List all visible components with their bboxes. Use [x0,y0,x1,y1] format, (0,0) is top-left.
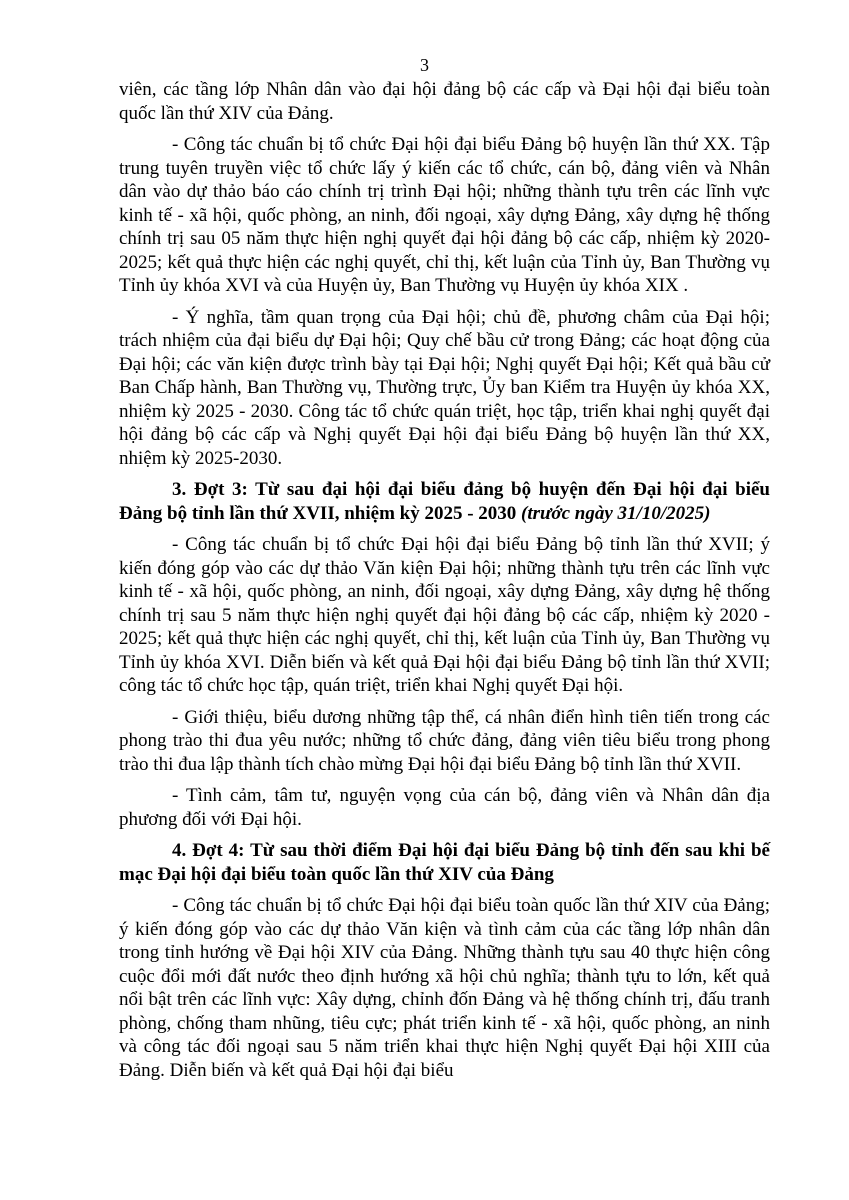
paragraph-provincial-congress-preparation: - Công tác chuẩn bị tổ chức Đại hội đại biểu Đảng bộ tỉnh lần thứ XVII; ý kiến đóng góp vào các dự thảo Văn kiện Đại hội; những thành tựu trên các lĩnh vực kinh tế - xã hội, quốc phòng, an ninh, đối ngoại, xây dựng Đảng, xây dựng hệ thống chính trị sau 5 năm thực hiện nghị quyết đại hội đảng bộ các cấp, nhiệm kỳ 2020 - 2025; kết quả thực hiện các nghị quyết, chỉ thị, kết luận của Tỉnh ủy, Ban Thường vụ Tỉnh ủy khóa XVI. Diễn biến và kết quả Đại hội đại biểu Đảng bộ tỉnh lần thứ XVII; công tác tổ chức học tập, quán triệt, triển khai Nghị quyết Đại hội. [119,534,770,696]
paragraph-exemplary-collectives: - Giới thiệu, biểu dương những tập thể, cá nhân điển hình tiên tiến trong các phong trào thi đua yêu nước; những tổ chức đảng, đảng viên tiêu biểu trong phong trào thi đua lập thành tích chào mừng Đại hội đại biểu Đảng bộ tỉnh lần thứ XVII. [119,706,770,775]
paragraph-national-congress-preparation: - Công tác chuẩn bị tổ chức Đại hội đại biểu toàn quốc lần thứ XIV của Đảng; ý kiến đóng góp vào các dự thảo Văn kiện và tình cảm của các tầng lớp nhân dân trong tỉnh hướng về Đại hội XIV của Đảng. Những thành tựu sau 40 thực hiện công cuộc đổi mới đất nước theo định hướng xã hội chủ nghĩa; thành tựu to lớn, kết quả nổi bật trên các lĩnh vực: Xây dựng, chỉnh đốn Đảng và hệ thống chính trị, đấu tranh phòng, chống tham nhũng, tiêu cực; phát triển kinh tế - xã hội, quốc phòng, an ninh và công tác đối ngoại sau 5 năm triển khai thực hiện Nghị quyết Đại hội XIII của Đảng. Diễn biến và kết quả Đại hội đại biểu [119,895,770,1081]
document-body [119,78,770,1082]
paragraph-sentiments: - Tình cảm, tâm tư, nguyện vọng của cán bộ, đảng viên và Nhân dân địa phương đối với Đại hội. [119,785,770,830]
paragraph-congress-significance: - Ý nghĩa, tầm quan trọng của Đại hội; chủ đề, phương châm của Đại hội; trách nhiệm của đại biểu dự Đại hội; Quy chế bầu cử trong Đảng; các hoạt động của Đại hội; các văn kiện được trình bày tại Đại hội; Nghị quyết Đại hội; Kết quả bầu cử Ban Chấp hành, Ban Thường vụ, Thường trực, Ủy ban Kiểm tra Huyện ủy khóa XX, nhiệm kỳ 2025 - 2030. Công tác tổ chức quán triệt, học tập, triển khai nghị quyết đại hội đảng bộ các cấp và Nghị quyết Đại hội đại biểu Đảng bộ huyện lần thứ XX, nhiệm kỳ 2025-2030. [119,306,770,469]
paragraph-district-congress-preparation: - Công tác chuẩn bị tổ chức Đại hội đại biểu Đảng bộ huyện lần thứ XX. Tập trung tuyên truyền việc tổ chức lấy ý kiến các tổ chức, cán bộ, đảng viên và Nhân dân vào dự thảo báo cáo chính trị trình Đại hội; những thành tựu trên các lĩnh vực kinh tế - xã hội, quốc phòng, an ninh, đối ngoại, xây dựng Đảng, xây dựng hệ thống chính trị sau 05 năm thực hiện nghị quyết đại hội đảng bộ các cấp, nhiệm kỳ 2020-2025; kết quả thực hiện các nghị quyết, chỉ thị, kết luận của Tỉnh ủy, Ban Thường vụ Tỉnh ủy khóa XVI và của Huyện ủy, Ban Thường vụ Huyện ủy khóa XIX . [119,134,770,296]
heading-phase-3-title: 3. Đợt 3: Từ sau đại hội đại biểu đảng bộ huyện đến Đại hội đại biểu Đảng bộ tỉnh lần thứ XVII, nhiệm kỳ 2025 - 2030 [119,479,770,524]
heading-phase-4: 4. Đợt 4: Từ sau thời điểm Đại hội đại biểu Đảng bộ tỉnh đến sau khi bế mạc Đại hội đại biểu toàn quốc lần thứ XIV của Đảng [119,840,770,885]
page-number: 3 [420,55,429,75]
heading-phase-3 [119,478,770,525]
heading-phase-3-deadline: (trước ngày 31/10/2025) [521,502,711,524]
paragraph-continuation: viên, các tầng lớp Nhân dân vào đại hội đảng bộ các cấp và Đại hội đại biểu toàn quốc lần thứ XIV của Đảng. [119,79,770,124]
